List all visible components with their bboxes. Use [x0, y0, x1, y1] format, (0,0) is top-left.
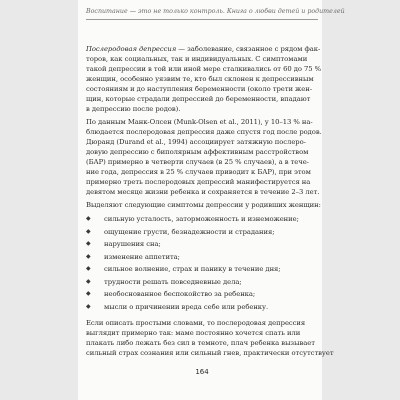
text-line: женщин, особенно уязвим те, кто был склонен к депрессивным	[86, 75, 314, 83]
text-line: Послеродовая депрессия — заболевание, связанное с рядом фак-	[86, 45, 321, 53]
body-text	[86, 44, 334, 361]
list-item: ◆ мысли о причинении вреда себе или ребенку.	[86, 302, 269, 311]
diamond-bullet-icon: ◆	[86, 302, 91, 310]
text-line: Дюранд (Durand et al., 1994) ассоциирует затяжную послеро-	[86, 138, 306, 146]
text-line: По данным Манк-Олсен (Munk-Olsen et al., 2011), у 10–13 % на-	[86, 118, 313, 126]
text-line: Выделяют следующие симптомы депрессии у родивших женщин:	[86, 201, 321, 209]
text-line: торов, как социальных, так и индивидуальных. С симптомами	[86, 55, 308, 63]
text-line: ние года, депрессия в 25 % случаев приводит к БАР), при этом	[86, 168, 311, 176]
list-item: ◆ изменение аппетита;	[86, 252, 180, 261]
symptoms-list	[86, 214, 318, 314]
text-line: сильный страх сознания или сильный гнев, практически отсутствует	[86, 349, 334, 357]
text-line: в депрессию после родов).	[86, 105, 181, 113]
diamond-bullet-icon: ◆	[86, 290, 91, 297]
text-line: довую депрессию с биполярным аффективным расстройством	[86, 148, 309, 156]
text-line: блюдается послеродовая депрессия даже спустя год после родов.	[86, 128, 322, 136]
diamond-bullet-icon: ◆	[86, 277, 91, 285]
list-item: ◆ ощущение грусти, безнадежности и страдания;	[86, 227, 275, 236]
paragraph-plain-description	[86, 318, 334, 358]
list-item: ◆ сильное волнение, страх и панику в течение дня;	[86, 265, 281, 273]
text-line: такой депрессии в той или иной мере сталкивались от 60 до 75 %	[86, 65, 322, 73]
list-item: ◆ трудности решать повседневные дела;	[86, 277, 242, 286]
list-item: ◆ нарушения сна;	[86, 240, 161, 248]
page-number: 164	[195, 368, 209, 376]
header-divider	[86, 19, 318, 20]
diamond-bullet-icon: ◆	[86, 252, 91, 260]
diamond-bullet-icon: ◆	[86, 215, 91, 222]
diamond-bullet-icon: ◆	[86, 227, 91, 235]
text-line: щин, которые страдали депрессией до беременности, впадают	[86, 95, 311, 103]
text-line: Если описать простыми словами, то послеродовая депрессия	[86, 319, 306, 327]
paragraph-research-data	[86, 117, 322, 197]
diamond-bullet-icon: ◆	[86, 265, 91, 272]
text-line: состояниям и до наступления беременности (около трети жен-	[86, 85, 312, 93]
text-line: (БАР) примерно в четверти случаев (в 25 % случаев), а в тече-	[86, 158, 309, 166]
running-header: Воспитание — это не только контроль. Книга о любви детей и родителей	[86, 8, 345, 15]
list-item: ◆ необоснованное беспокойство за ребенка;	[86, 290, 256, 298]
text-line: плакать либо лежать без сил в темноте, плач ребенка вызывает	[86, 339, 315, 347]
paragraph-postpartum-definition	[86, 44, 322, 114]
list-item: ◆ сильную усталость, заторможенность и изнеможение;	[86, 215, 299, 223]
text-line: примерно треть послеродовых депрессий манифестируется на	[86, 178, 311, 186]
diamond-bullet-icon: ◆	[86, 240, 91, 247]
term-postpartum-depression: Послеродовая депрессия	[86, 45, 177, 53]
text-line: девятом месяце жизни ребенка и сохраняется в течение 2–3 лет.	[86, 188, 320, 196]
text-line: выглядит примерно так: маме постоянно хочется спать или	[86, 329, 301, 337]
paragraph-symptoms-intro	[86, 200, 321, 210]
